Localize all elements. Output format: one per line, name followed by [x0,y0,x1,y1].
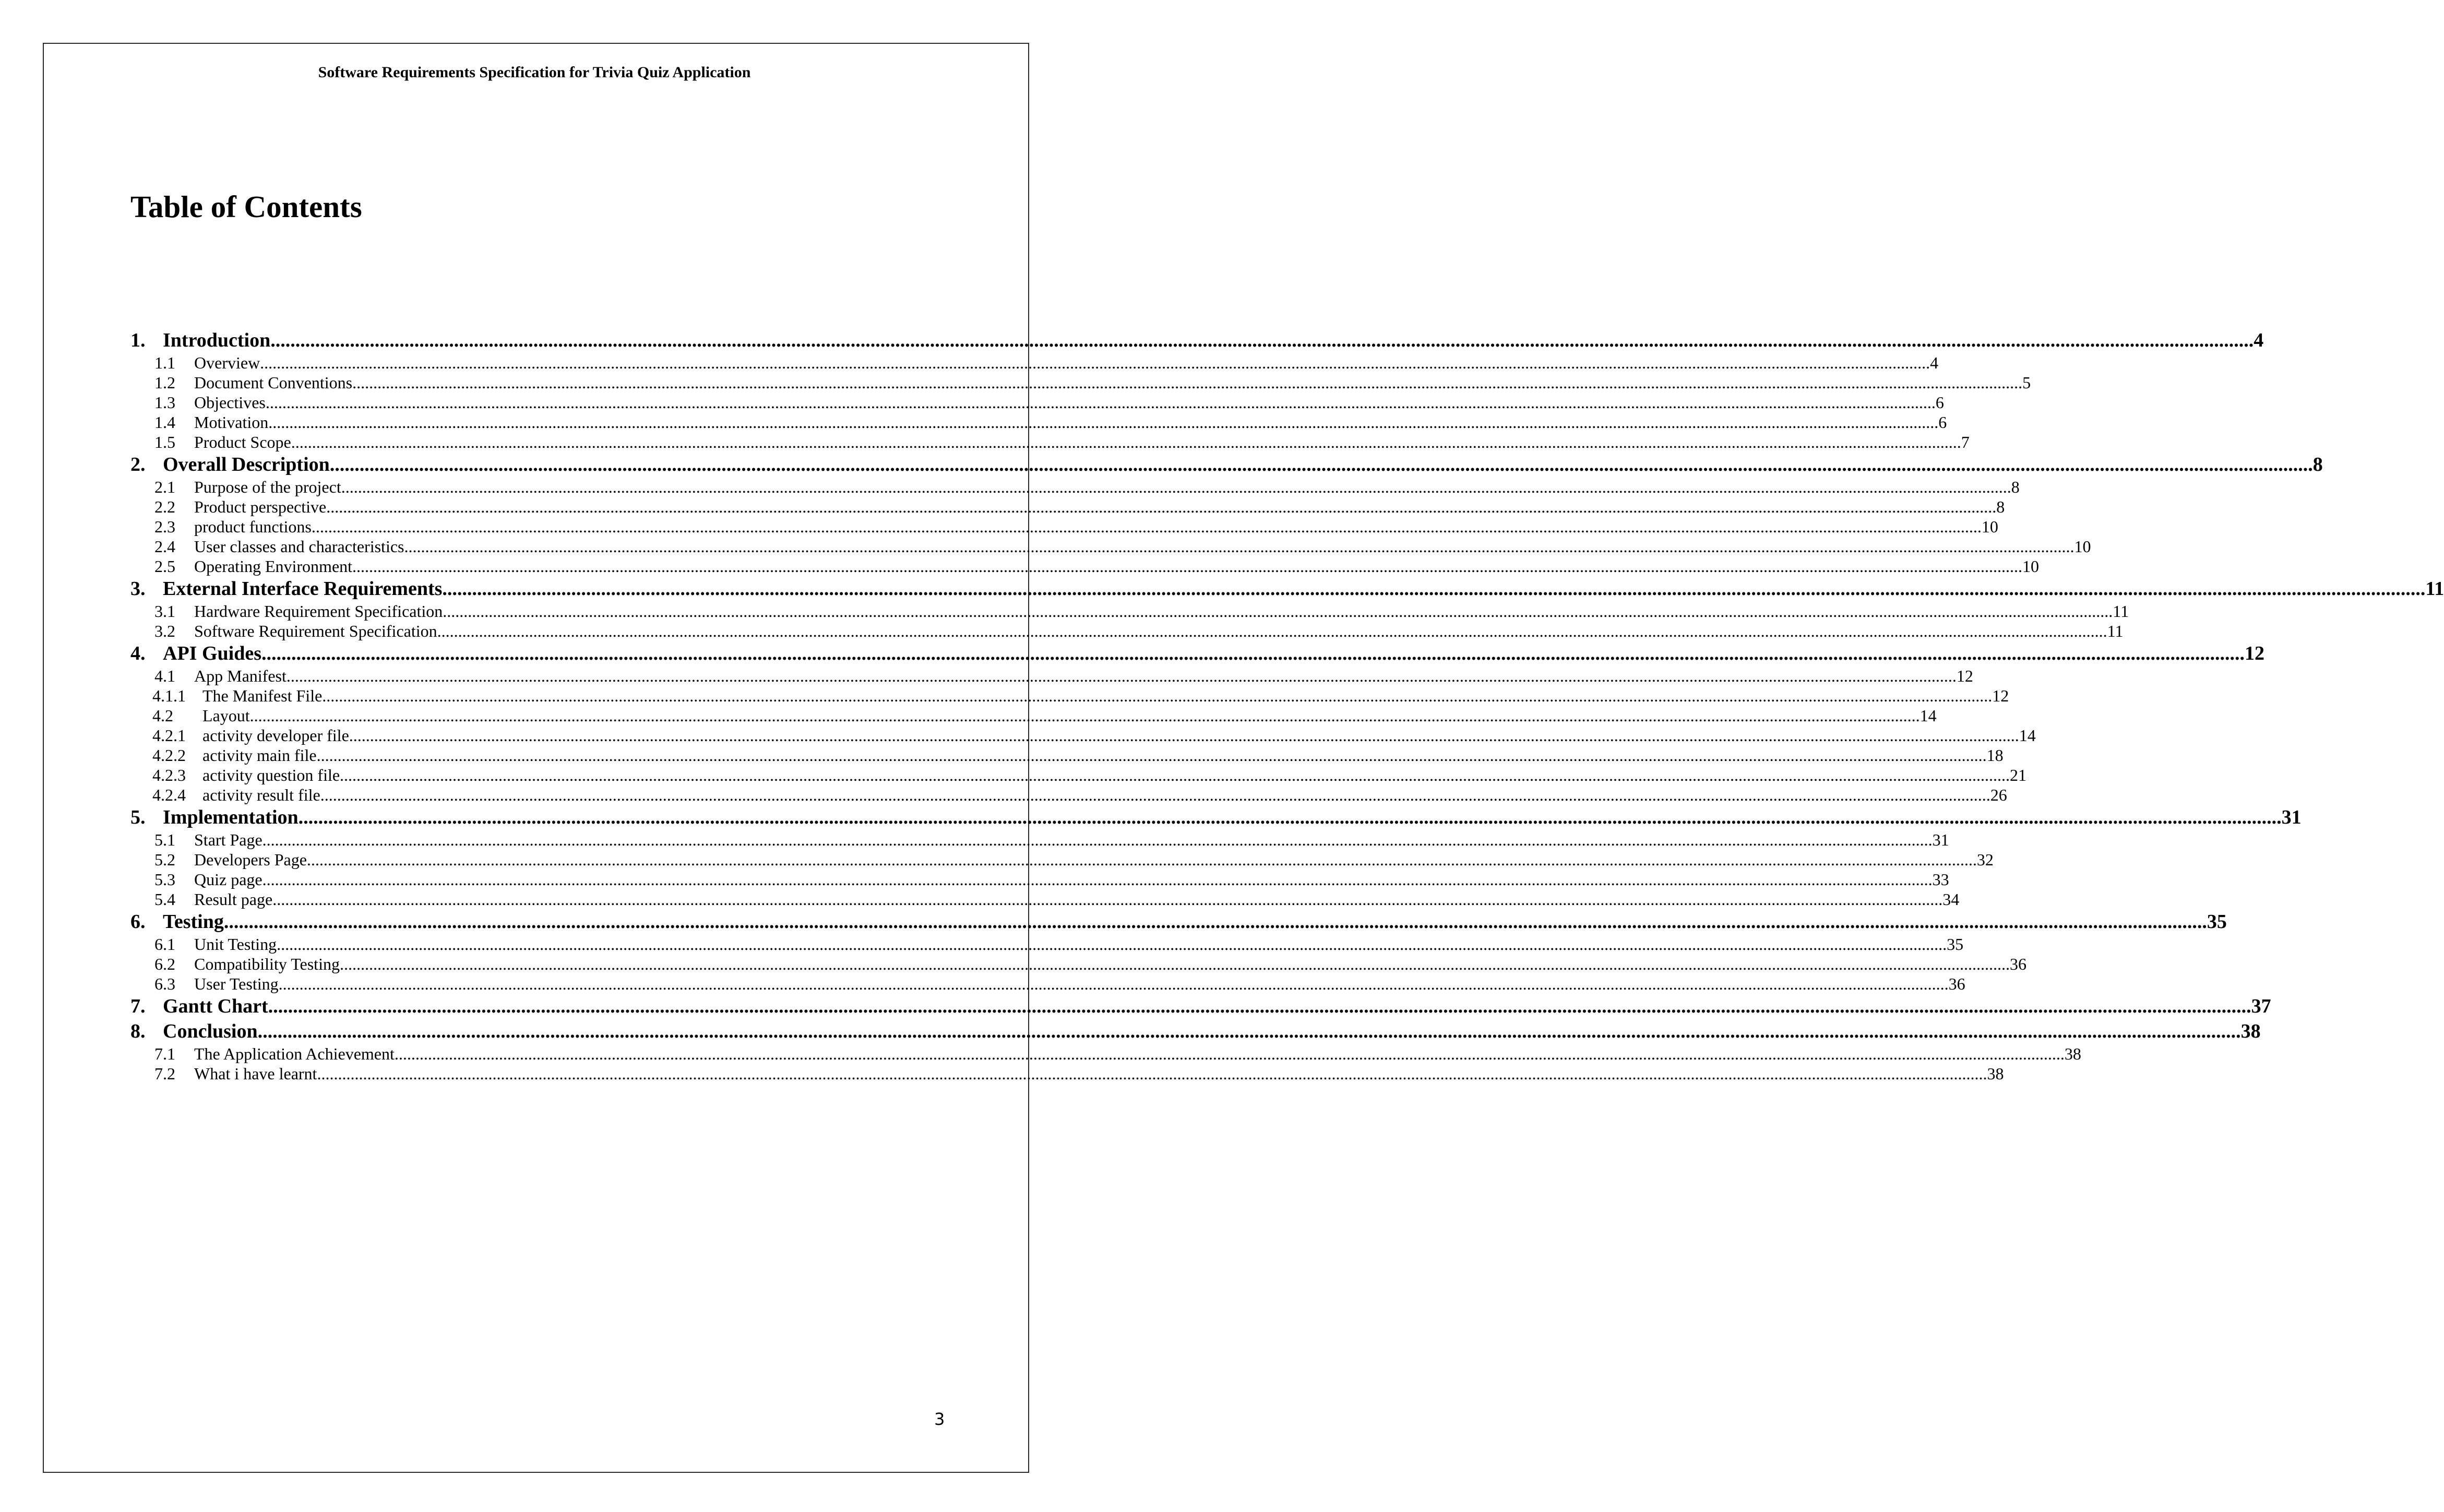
toc-dot-leader: ................................................................................................................................................................................................................................................................................................................................................................................................................ [291,433,1961,451]
toc-entry-number: 4.2 [152,706,173,725]
toc-entry-label: The Application Achievement [194,1044,395,1063]
toc-dot-leader: ................................................................................................................................................................................................................................................................................................................................................................................................................ [322,686,1993,705]
toc-entry-page: 7 [1961,433,1970,451]
toc-subsection-entry[interactable] [130,870,1949,889]
toc-subsection-entry[interactable] [130,686,2009,706]
toc-entry-number: 5. [130,806,146,828]
toc-entry-label: Overview [194,353,260,372]
toc-subsection-entry[interactable] [130,934,1964,954]
toc-entry-label: API Guides [163,642,261,664]
toc-subsection-entry[interactable] [130,556,2040,576]
toc-entry-page: 12 [2244,642,2264,664]
toc-section-entry[interactable] [130,641,2264,666]
toc-entry-page: 14 [1920,706,1937,725]
toc-subsection-entry[interactable] [130,621,2124,641]
toc-dot-leader: ................................................................................................................................................................................................................................................................................................................................................................................................................ [340,766,2010,784]
toc-dot-leader: ................................................................................................................................................................................................................................................................................................................................................................................................................ [404,537,2075,556]
toc-subsection-entry[interactable] [130,745,2004,765]
toc-entry-label: Software Requirement Specification [194,622,437,640]
toc-dot-leader: ................................................................................................................................................................................................................................................................................................................................................................................................................ [277,935,1947,954]
toc-subsection-entry[interactable] [130,497,2005,517]
toc-entry-number: 1.5 [154,433,175,451]
toc-dot-leader: ................................................................................................................................................................................................................................................................................................................................................................................................................ [326,497,1997,516]
toc-entry-number: 8. [130,1020,146,1042]
toc-entry-page: 8 [2011,478,2020,496]
toc-entry-number: 1.1 [154,353,175,372]
toc-dot-leader: ................................................................................................................................................................................................................................................................................................................................................................................................................ [352,373,2023,392]
table-of-contents [130,328,2444,1084]
toc-entry-number: 2.3 [154,517,175,536]
toc-entry-label: Layout [202,706,250,725]
toc-entry-label: activity developer file [202,726,349,745]
toc-dot-leader: ................................................................................................................................................................................................................................................................................................................................................................................................................ [341,478,2011,496]
toc-dot-leader: ................................................................................................................................................................................................................................................................................................................................................................................................................ [329,454,2313,475]
toc-entry-number: 2.5 [154,557,175,576]
toc-entry-label: App Manifest [194,666,287,685]
toc-entry-page: 10 [2022,557,2040,576]
toc-subsection-entry[interactable] [130,889,1960,909]
toc-subsection-entry[interactable] [130,601,2129,621]
toc-entry-label: product functions [194,517,312,536]
toc-dot-leader: ................................................................................................................................................................................................................................................................................................................................................................................................................ [260,353,1930,372]
toc-dot-leader: ................................................................................................................................................................................................................................................................................................................................................................................................................ [261,642,2245,664]
toc-entry-label: External Interface Requirements [163,578,443,600]
toc-entry-label: Quiz page [194,870,263,889]
toc-entry-label: activity result file [202,785,320,804]
toc-subsection-entry[interactable] [130,432,1970,452]
toc-subsection-entry[interactable] [130,1044,2081,1064]
toc-entry-page: 4 [2254,329,2264,351]
toc-entry-number: 1.4 [154,413,175,432]
running-header: Software Requirements Specification for Trivia Quiz Application [318,64,751,81]
toc-section-entry[interactable] [130,328,2264,353]
toc-entry-page: 12 [1992,686,2009,705]
toc-entry-number: 2.1 [154,478,175,496]
toc-entry-page: 21 [2010,766,2027,784]
toc-dot-leader: ................................................................................................................................................................................................................................................................................................................................................................................................................ [278,974,1949,993]
toc-dot-leader: ................................................................................................................................................................................................................................................................................................................................................................................................................ [316,746,1987,765]
toc-entry-page: 8 [2312,454,2323,475]
toc-entry-number: 4.2.4 [152,785,186,804]
toc-dot-leader: ................................................................................................................................................................................................................................................................................................................................................................................................................ [270,329,2254,351]
toc-dot-leader: ................................................................................................................................................................................................................................................................................................................................................................................................................ [265,393,1936,412]
toc-entry-number: 3. [130,578,146,600]
toc-entry-label: User classes and characteristics [194,537,404,556]
toc-subsection-entry[interactable] [130,830,1949,850]
toc-section-entry[interactable] [130,909,2227,934]
toc-dot-leader: ................................................................................................................................................................................................................................................................................................................................................................................................................ [286,666,1957,685]
toc-entry-number: 5.1 [154,830,175,849]
toc-dot-leader: ................................................................................................................................................................................................................................................................................................................................................................................................................ [442,578,2426,600]
toc-entry-page: 11 [2425,578,2444,600]
toc-subsection-entry[interactable] [130,412,1947,432]
toc-entry-page: 10 [1981,517,1998,536]
toc-entry-page: 35 [2207,911,2227,933]
toc-dot-leader: ................................................................................................................................................................................................................................................................................................................................................................................................................ [257,1020,2241,1042]
toc-entry-page: 31 [2281,806,2302,828]
toc-title: Table of Contents [130,189,362,224]
toc-entry-label: Objectives [194,393,266,412]
toc-section-entry[interactable] [130,994,2271,1019]
toc-entry-page: 37 [2251,995,2271,1017]
toc-entry-label: Start Page [194,830,263,849]
toc-subsection-entry[interactable] [130,974,1965,994]
toc-entry-number: 5.4 [154,890,175,909]
toc-section-entry[interactable] [130,452,2323,477]
toc-entry-label: Purpose of the project [194,478,341,496]
toc-entry-page: 35 [1947,935,1964,954]
toc-entry-label: Gantt Chart [163,995,268,1017]
toc-entry-number: 6.1 [154,935,175,954]
toc-dot-leader: ................................................................................................................................................................................................................................................................................................................................................................................................................ [262,830,1933,849]
toc-entry-number: 6.3 [154,974,175,993]
toc-entry-number: 1.3 [154,393,175,412]
toc-entry-label: Unit Testing [194,935,277,954]
toc-entry-number: 1. [130,329,146,351]
toc-subsection-entry[interactable] [130,373,2031,392]
toc-subsection-entry[interactable] [130,537,2091,556]
toc-entry-label: Introduction [163,329,271,351]
toc-entry-page: 33 [1932,870,1949,889]
page-number: 3 [934,1409,945,1429]
toc-subsection-entry[interactable] [130,353,1939,373]
toc-entry-label: Testing [163,911,224,933]
toc-entry-label: Product perspective [194,497,327,516]
toc-entry-label: activity question file [202,766,340,784]
toc-entry-number: 4.1 [154,666,175,685]
toc-entry-label: Operating Environment [194,557,353,576]
toc-dot-leader: ................................................................................................................................................................................................................................................................................................................................................................................................................ [352,557,2023,576]
toc-entry-page: 38 [2240,1020,2261,1042]
toc-entry-label: Conclusion [163,1020,258,1042]
toc-entry-number: 4.2.3 [152,766,186,784]
toc-entry-page: 11 [2113,602,2129,621]
toc-subsection-entry[interactable] [130,954,2026,974]
toc-entry-page: 6 [1938,413,1947,432]
toc-dot-leader: ................................................................................................................................................................................................................................................................................................................................................................................................................ [443,602,2113,621]
toc-entry-label: The Manifest File [202,686,323,705]
toc-entry-number: 2. [130,454,146,475]
toc-entry-label: Document Conventions [194,373,353,392]
toc-entry-label: Motivation [194,413,269,432]
toc-dot-leader: ................................................................................................................................................................................................................................................................................................................................................................................................................ [249,706,1920,725]
toc-entry-page: 18 [1986,746,2004,765]
toc-entry-page: 36 [1948,974,1965,993]
toc-dot-leader: ................................................................................................................................................................................................................................................................................................................................................................................................................ [349,726,2019,745]
toc-entry-label: Product Scope [194,433,291,451]
toc-entry-label: Implementation [163,806,299,828]
toc-entry-label: Hardware Requirement Specification [194,602,443,621]
toc-subsection-entry[interactable] [130,477,2020,497]
toc-entry-number: 3.2 [154,622,175,640]
toc-subsection-entry[interactable] [130,392,1944,412]
toc-subsection-entry[interactable] [130,850,1994,870]
toc-entry-number: 7.2 [154,1064,175,1083]
toc-subsection-entry[interactable] [130,1064,2004,1084]
toc-dot-leader: ................................................................................................................................................................................................................................................................................................................................................................................................................ [272,890,1943,909]
toc-entry-label: User Testing [194,974,279,993]
toc-entry-number: 6.2 [154,955,175,973]
toc-entry-number: 4. [130,642,146,664]
toc-entry-number: 7.1 [154,1044,175,1063]
toc-section-entry[interactable] [130,805,2302,830]
toc-entry-number: 2.2 [154,497,175,516]
toc-dot-leader: ................................................................................................................................................................................................................................................................................................................................................................................................................ [306,850,1977,869]
toc-dot-leader: ................................................................................................................................................................................................................................................................................................................................................................................................................ [437,622,2107,640]
toc-entry-label: Compatibility Testing [194,955,340,973]
toc-entry-number: 3.1 [154,602,175,621]
toc-entry-number: 2.4 [154,537,175,556]
toc-entry-page: 34 [1942,890,1960,909]
toc-entry-page: 11 [2107,622,2124,640]
toc-entry-number: 4.2.2 [152,746,186,765]
toc-entry-page: 6 [1935,393,1944,412]
toc-subsection-entry[interactable] [130,765,2027,785]
toc-entry-number: 5.2 [154,850,175,869]
toc-section-entry[interactable] [130,576,2444,601]
toc-entry-page: 38 [1987,1064,2004,1083]
toc-subsection-entry[interactable] [130,785,2007,805]
toc-entry-label: Overall Description [163,454,330,475]
toc-dot-leader: ................................................................................................................................................................................................................................................................................................................................................................................................................ [298,806,2282,828]
toc-section-entry[interactable] [130,1019,2261,1044]
toc-subsection-entry[interactable] [130,666,1973,686]
toc-dot-leader: ................................................................................................................................................................................................................................................................................................................................................................................................................ [223,911,2207,933]
toc-entry-label: What i have learnt [194,1064,317,1083]
toc-entry-page: 36 [2009,955,2026,973]
toc-entry-number: 6. [130,911,146,933]
toc-entry-label: Developers Page [194,850,307,869]
toc-entry-number: 4.1.1 [152,686,186,705]
toc-entry-page: 26 [1990,785,2007,804]
toc-entry-label: Result page [194,890,273,909]
toc-entry-page: 32 [1976,850,1994,869]
toc-entry-page: 8 [1996,497,2005,516]
toc-dot-leader: ................................................................................................................................................................................................................................................................................................................................................................................................................ [268,413,1939,432]
toc-dot-leader: ................................................................................................................................................................................................................................................................................................................................................................................................................ [339,955,2010,973]
toc-dot-leader: ................................................................................................................................................................................................................................................................................................................................................................................................................ [268,995,2251,1017]
toc-dot-leader: ................................................................................................................................................................................................................................................................................................................................................................................................................ [311,517,1982,536]
toc-entry-page: 14 [2019,726,2036,745]
toc-subsection-entry[interactable] [130,706,1937,725]
toc-dot-leader: ................................................................................................................................................................................................................................................................................................................................................................................................................ [262,870,1933,889]
toc-entry-page: 10 [2074,537,2091,556]
toc-entry-number: 7. [130,995,146,1017]
toc-entry-page: 38 [2064,1044,2081,1063]
toc-entry-page: 31 [1932,830,1949,849]
toc-entry-page: 12 [1956,666,1973,685]
toc-dot-leader: ................................................................................................................................................................................................................................................................................................................................................................................................................ [394,1044,2065,1063]
toc-entry-label: activity main file [202,746,317,765]
toc-subsection-entry[interactable] [130,517,1998,537]
toc-entry-page: 5 [2022,373,2031,392]
toc-dot-leader: ................................................................................................................................................................................................................................................................................................................................................................................................................ [320,785,1990,804]
toc-entry-number: 1.2 [154,373,175,392]
toc-entry-number: 5.3 [154,870,175,889]
toc-dot-leader: ................................................................................................................................................................................................................................................................................................................................................................................................................ [317,1064,1987,1083]
toc-subsection-entry[interactable] [130,725,2036,745]
toc-entry-number: 4.2.1 [152,726,186,745]
toc-entry-page: 4 [1930,353,1939,372]
